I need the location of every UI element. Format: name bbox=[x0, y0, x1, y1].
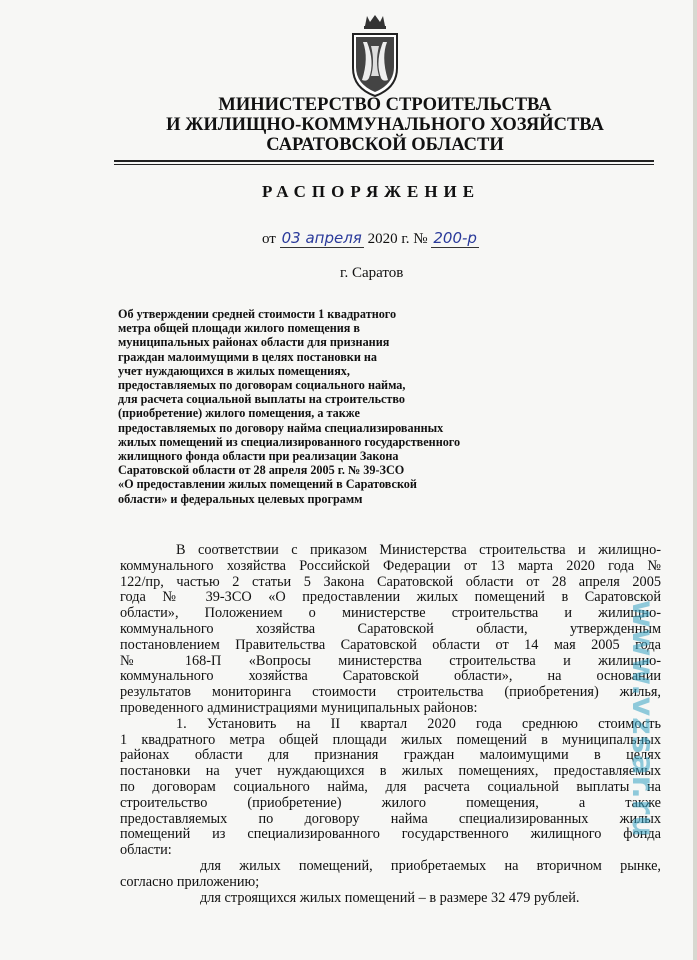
subject-line: (приобретение) жилого помещения, а также bbox=[118, 406, 360, 421]
item1-line: районах области для признания граждан малоимущими в целях bbox=[120, 748, 661, 764]
order-title: РАСПОРЯЖЕНИЕ bbox=[262, 182, 481, 201]
subject-line: для расчета социальной выплаты на строительство bbox=[118, 392, 406, 407]
subject-line: Саратовской области от 28 апреля 2005 г. № 39-ЗСО bbox=[118, 463, 405, 478]
site-watermark: www.vzsar.ru bbox=[625, 600, 660, 838]
subject-line: предоставляемых по договору найма специализированных bbox=[118, 420, 444, 435]
saratov-coat-of-arms-icon bbox=[349, 12, 401, 100]
subject-line: предоставляемых по договорам социального найма, bbox=[118, 378, 406, 393]
header-divider bbox=[114, 160, 654, 162]
preamble-line: года № 39-ЗСО «О предоставлении жилых помещений в Саратовской bbox=[120, 590, 661, 606]
subject-line: метра общей площади жилого помещения в bbox=[118, 321, 361, 336]
order-date-line bbox=[262, 229, 479, 248]
item1-line: постановки на учет нуждающихся в жилых помещениях, предоставляемых bbox=[120, 764, 661, 780]
subject-line: «О предоставлении жилых помещений в Саратовской bbox=[118, 477, 417, 492]
item1-line: области: bbox=[120, 843, 172, 859]
date-prefix: от bbox=[262, 231, 276, 247]
ministry-line-2: И ЖИЛИЩНО-КОММУНАЛЬНОГО ХОЗЯЙСТВА bbox=[166, 115, 604, 135]
secondary-market-line: согласно приложению; bbox=[120, 874, 260, 890]
preamble-line: области», Положением о министерстве строительства и жилищно- bbox=[120, 606, 661, 622]
preamble-line: результатов мониторинга стоимости строительства (приобретения) жилья, bbox=[120, 685, 661, 701]
subject-line: жилищного фонда области при реализации Закона bbox=[118, 449, 399, 464]
preamble-line: коммунального хозяйства Саратовской области», на основании bbox=[120, 669, 661, 685]
subject-line: Об утверждении средней стоимости 1 квадратного bbox=[118, 307, 397, 321]
preamble-line: № 168-П «Вопросы министерства строительства и жилищно- bbox=[120, 653, 661, 669]
order-subject bbox=[118, 307, 518, 506]
subject-line: граждан малоимущими в целях постановки на bbox=[118, 349, 378, 364]
item1-line: строительство (приобретение) жилого помещения, а также bbox=[120, 795, 661, 811]
order-body bbox=[120, 543, 661, 906]
city: г. Саратов bbox=[340, 265, 404, 281]
item1-line: по договорам социального найма, для расчета социальной выплаты на bbox=[120, 779, 661, 795]
year-and-number-label: 2020 г. № bbox=[367, 231, 428, 247]
new-construction-line: для строящихся жилых помещений – в размере 32 479 рублей. bbox=[200, 890, 580, 906]
secondary-market-line: для жилых помещений, приобретаемых на вторичном рынке, bbox=[200, 858, 661, 874]
header-divider-thin bbox=[114, 164, 654, 165]
scan-edge bbox=[693, 0, 697, 960]
preamble-line: 122/пр, частью 2 статьи 5 Закона Саратовской области от 28 апреля 2005 bbox=[120, 574, 661, 590]
handwritten-number: 200-р bbox=[433, 229, 477, 247]
handwritten-date: 03 апреля bbox=[281, 229, 362, 247]
item1-line: предоставляемых по договору найма специализированных жилых bbox=[120, 811, 661, 827]
subject-line: области» и федеральных целевых программ bbox=[118, 491, 363, 506]
preamble-line: коммунального хозяйства Российской Федерации от 13 марта 2020 года № bbox=[120, 558, 661, 574]
ministry-line-1: МИНИСТЕРСТВО СТРОИТЕЛЬСТВА bbox=[218, 95, 552, 115]
preamble-line: В соответствии с приказом Министерства строительства и жилищно- bbox=[176, 543, 661, 558]
preamble-line: коммунального хозяйства Саратовской области, утвержденным bbox=[120, 621, 661, 637]
ministry-name bbox=[150, 95, 620, 155]
subject-line: жилых помещений из специализированного государственного bbox=[118, 434, 461, 449]
subject-line: муниципальных районах области для признания bbox=[118, 335, 390, 350]
item1-line: помещений из специализированного государственного жилищного фонда bbox=[120, 827, 661, 843]
subject-line: учет нуждающихся в жилых помещениях, bbox=[118, 363, 350, 378]
item1-line: 1. Установить на II квартал 2020 года среднюю стоимость bbox=[176, 716, 661, 732]
preamble-line: проведенного администрациями муниципальных районов: bbox=[120, 700, 478, 716]
item1-line: 1 квадратного метра общей площади жилых помещений в муниципальных bbox=[120, 732, 661, 748]
ministry-line-3: САРАТОВСКОЙ ОБЛАСТИ bbox=[266, 135, 504, 155]
preamble-line: постановлением Правительства Саратовской области от 14 мая 2005 года bbox=[120, 637, 661, 653]
